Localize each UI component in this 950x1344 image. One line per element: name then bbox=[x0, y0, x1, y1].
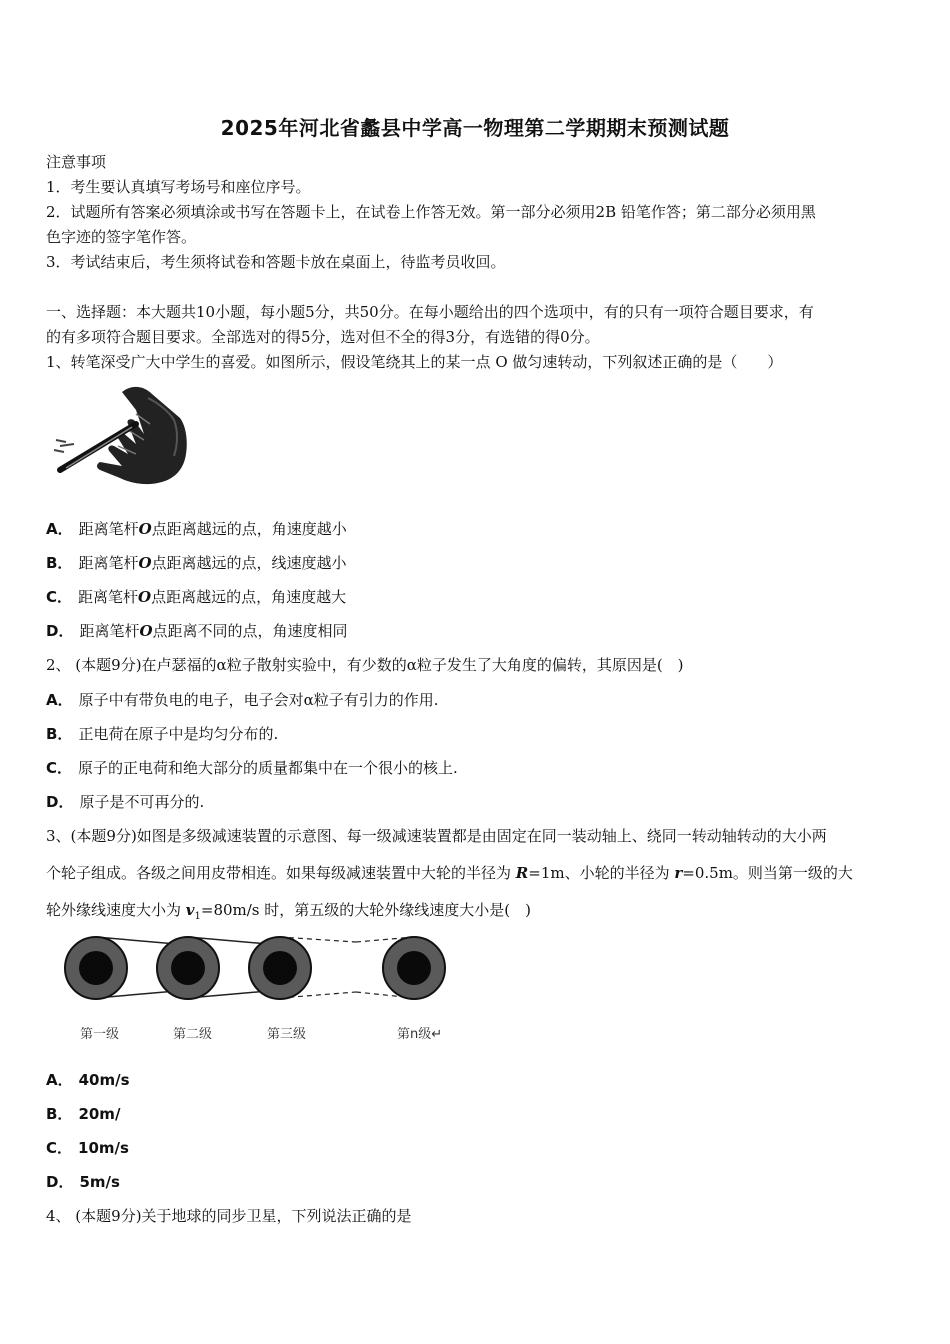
question-1-stem: 1、转笔深受广大中学生的喜爱。如图所示，假设笔绕其上的某一点 O 做匀速转动，下列叙述正确的是（ ） bbox=[46, 353, 783, 371]
question-1-option-c[interactable]: C． 距离笔杆O点距离越远的点，角速度越大 bbox=[46, 588, 347, 606]
notice-item-1: 1．考生要认真填写考场号和座位序号。 bbox=[46, 178, 311, 196]
notice-item-3: 3．考试结束后，考生须将试卷和答题卡放在桌面上，待监考员收回。 bbox=[46, 253, 506, 271]
notice-heading: 注意事项 bbox=[46, 153, 107, 171]
wheel-1 bbox=[65, 937, 127, 999]
wheel-label-3: 第三级 bbox=[267, 1027, 307, 1042]
notice-item-2: 2．试题所有答案必须填涂或书写在答题卡上，在试卷上作答无效。第一部分必须用2B 铅笔作答；第二部分必须用黑 bbox=[46, 203, 816, 221]
wheel-label-2: 第二级 bbox=[173, 1027, 213, 1042]
question-3-option-c[interactable]: C． 10m/s bbox=[46, 1139, 129, 1157]
wheel-n bbox=[383, 937, 445, 999]
wheel-label-n: 第n级↵ bbox=[397, 1027, 443, 1042]
section-intro-line2: 的有多项符合题目要求。全部选对的得5分，选对但不全的得3分，有选错的得0分。 bbox=[46, 328, 600, 346]
question-2-option-d[interactable]: D． 原子是不可再分的. bbox=[46, 793, 205, 811]
wheel-2 bbox=[157, 937, 219, 999]
question-4-stem: 4、 (本题9分)关于地球的同步卫星，下列说法正确的是 bbox=[46, 1207, 412, 1225]
wheel-label-1: 第一级 bbox=[80, 1027, 120, 1042]
section-intro-line1: 一、选择题：本大题共10小题，每小题5分，共50分。在每小题给出的四个选项中，有的只有一项符合题目要求，有 bbox=[46, 303, 814, 321]
question-1-option-d[interactable]: D． 距离笔杆O点距离不同的点，角速度相同 bbox=[46, 622, 348, 640]
question-2-stem: 2、 (本题9分)在卢瑟福的α粒子散射实验中，有少数的α粒子发生了大角度的偏转，其原因是( ) bbox=[46, 656, 684, 674]
notice-item-2-cont: 色字迹的签字笔作答。 bbox=[46, 228, 197, 246]
question-3-option-d[interactable]: D． 5m/s bbox=[46, 1173, 120, 1191]
question-2-option-a[interactable]: A． 原子中有带负电的电子，电子会对α粒子有引力的作用. bbox=[46, 691, 439, 709]
wheel-3 bbox=[249, 937, 311, 999]
question-1-option-b[interactable]: B． 距离笔杆O点距离越远的点，线速度越小 bbox=[46, 554, 347, 572]
question-1-option-a[interactable]: A． 距离笔杆O点距离越远的点，角速度越小 bbox=[46, 520, 347, 538]
question-3-stem-line2: 个轮子组成。各级之间用皮带相连。如果每级减速装置中大轮的半径为 R=1m、小轮的半径为 r=0.5m。则当第一级的大 bbox=[46, 864, 853, 882]
question-3-option-b[interactable]: B． 20m/ bbox=[46, 1105, 121, 1123]
question-3-stem-line3: 轮外缘线速度大小为 $v_1=80m/s$ 时，第五级的大轮外缘线速度大小是( ) bbox=[46, 901, 531, 922]
question-2-option-c[interactable]: C． 原子的正电荷和绝大部分的质量都集中在一个很小的核上. bbox=[46, 759, 458, 777]
question-3-stem-line1: 3、(本题9分)如图是多级减速装置的示意图、每一级减速装置都是由固定在同一装动轴上、绕同一转动轴转动的大小两 bbox=[46, 827, 827, 845]
reduction-gear-figure bbox=[56, 932, 456, 1052]
question-2-option-b[interactable]: B． 正电荷在原子中是均匀分布的. bbox=[46, 725, 279, 743]
pen-spinning-hand-figure bbox=[52, 380, 190, 494]
page-title: 2025年河北省蠡县中学高一物理第二学期期末预测试题 bbox=[220, 116, 730, 140]
question-3-option-a[interactable]: A． 40m/s bbox=[46, 1071, 130, 1089]
